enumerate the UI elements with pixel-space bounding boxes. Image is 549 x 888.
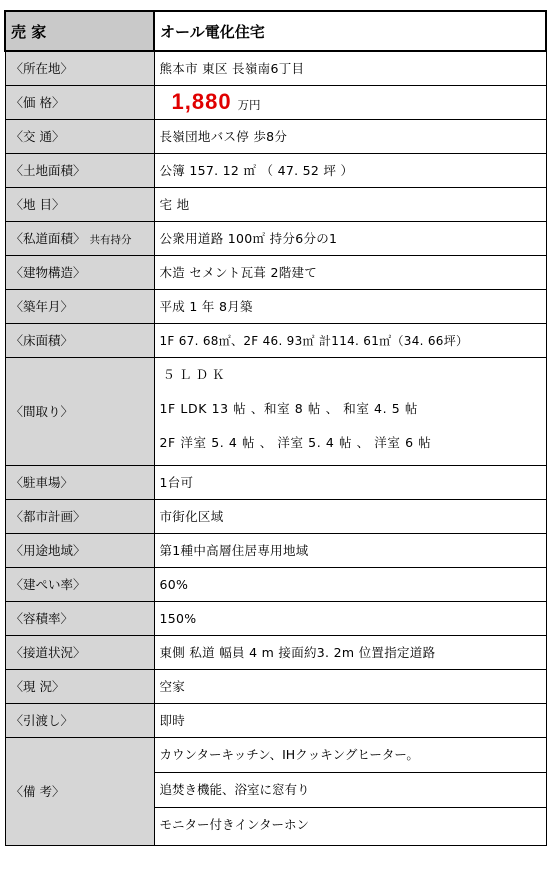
- row-city-planning: [5, 499, 546, 533]
- label-built: 〈築年月〉: [5, 289, 154, 323]
- label-handover: 〈引渡し〉: [5, 703, 154, 737]
- row-price: [5, 85, 546, 119]
- value-parking: 1台可: [154, 465, 546, 499]
- value-built: 平成 1 年 8月築: [154, 289, 546, 323]
- value-layout: [154, 357, 546, 465]
- header-value: オール電化住宅: [154, 11, 546, 51]
- label-land-category: 〈地 目〉: [5, 187, 154, 221]
- label-coverage: 〈建ぺい率〉: [5, 567, 154, 601]
- header-label: 売 家: [5, 11, 154, 51]
- row-status: [5, 669, 546, 703]
- price-amount: 1,880: [171, 89, 232, 114]
- label-location: 〈所在地〉: [5, 51, 154, 85]
- value-transport: 長嶺団地バス停 歩8分: [154, 119, 546, 153]
- row-land-category: [5, 187, 546, 221]
- value-coverage: 60%: [154, 567, 546, 601]
- row-built: [5, 289, 546, 323]
- price-unit: 万円: [237, 98, 261, 112]
- label-parking: 〈駐車場〉: [5, 465, 154, 499]
- label-layout: 〈間取り〉: [5, 357, 154, 465]
- value-private-road: 公衆用道路 100㎡ 持分6分の1: [154, 221, 546, 255]
- row-transport: [5, 119, 546, 153]
- label-land-area: 〈土地面積〉: [5, 153, 154, 187]
- layout-line: ５ＬＤＫ: [162, 366, 229, 382]
- label-price: 〈価 格〉: [5, 85, 154, 119]
- label-private-road-main: 〈私道面積〉: [10, 231, 86, 246]
- remarks-line: 追焚き機能、浴室に窓有り: [155, 772, 546, 807]
- row-zoning: [5, 533, 546, 567]
- row-remarks: [5, 737, 546, 845]
- label-structure: 〈建物構造〉: [5, 255, 154, 289]
- label-city-planning: 〈都市計画〉: [5, 499, 154, 533]
- label-floor-area: 〈床面積〉: [5, 323, 154, 357]
- label-private-road-suffix: 共有持分: [89, 234, 132, 246]
- value-far: 150%: [154, 601, 546, 635]
- row-land-area: [5, 153, 546, 187]
- label-road-access: 〈接道状況〉: [5, 635, 154, 669]
- value-handover: 即時: [154, 703, 546, 737]
- value-location: 熊本市 東区 長嶺南6丁目: [154, 51, 546, 85]
- row-floor-area: [5, 323, 546, 357]
- value-zoning: 第1種中高層住居専用地域: [154, 533, 546, 567]
- row-structure: [5, 255, 546, 289]
- label-remarks: 〈備 考〉: [5, 737, 154, 845]
- value-land-area: 公簿 157. 12 ㎡ （ 47. 52 坪 ）: [154, 153, 546, 187]
- value-city-planning: 市街化区域: [154, 499, 546, 533]
- remarks-line: モニター付きインターホン: [155, 807, 546, 842]
- value-structure: 木造 セメント瓦葺 2階建て: [154, 255, 546, 289]
- row-private-road: [5, 221, 546, 255]
- property-spec-table: [4, 10, 547, 846]
- value-remarks: [154, 737, 546, 845]
- remarks-line: カウンターキッチン、IHクッキングヒーター。: [159, 746, 419, 762]
- label-transport: 〈交 通〉: [5, 119, 154, 153]
- value-floor-area: 1F 67. 68㎡、2F 46. 93㎡ 計114. 61㎡（34. 66坪）: [154, 323, 546, 357]
- row-coverage: [5, 567, 546, 601]
- label-far: 〈容積率〉: [5, 601, 154, 635]
- header-row: [5, 11, 546, 51]
- label-status: 〈現 況〉: [5, 669, 154, 703]
- row-parking: [5, 465, 546, 499]
- label-zoning: 〈用途地域〉: [5, 533, 154, 567]
- value-price: [154, 85, 546, 119]
- row-road-access: [5, 635, 546, 669]
- row-far: [5, 601, 546, 635]
- value-status: 空家: [154, 669, 546, 703]
- value-road-access: 東側 私道 幅員 4 m 接面約3. 2m 位置指定道路: [154, 635, 546, 669]
- layout-line: 2F 洋室 5. 4 帖 、 洋室 5. 4 帖 、 洋室 6 帖: [159, 434, 432, 450]
- label-private-road: [5, 221, 154, 255]
- value-land-category: 宅 地: [154, 187, 546, 221]
- row-layout: [5, 357, 546, 465]
- layout-line: 1F LDK 13 帖 、和室 8 帖 、 和室 4. 5 帖: [159, 400, 418, 416]
- row-location: [5, 51, 546, 85]
- row-handover: [5, 703, 546, 737]
